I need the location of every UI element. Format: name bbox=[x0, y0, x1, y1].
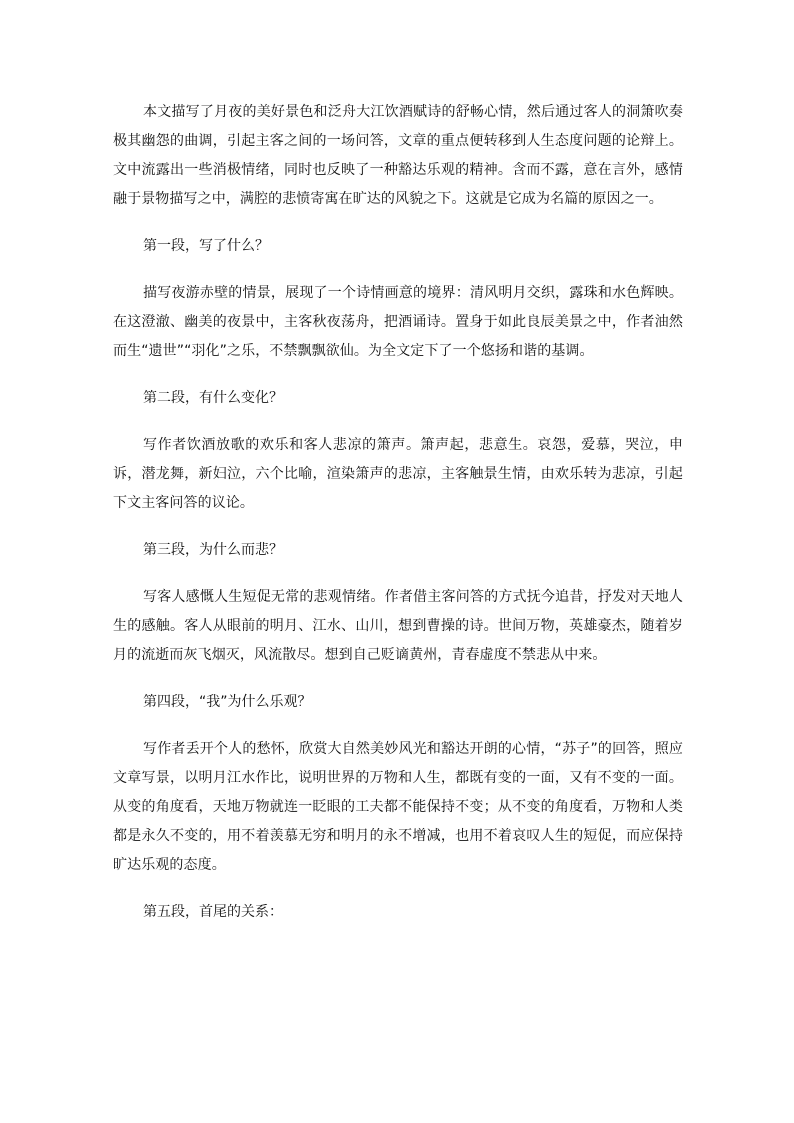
paragraph-section-4: 写作者丢开个人的愁怀，欣赏大自然美妙风光和豁达开朗的心情，“苏子”的回答，照应文章写景，以明月江水作比，说明世界的万物和人生，都既有变的一面，又有不变的一面。从变的角度看，天地万物就连一眨眼的工夫都不能保持不变；从不变的角度看，万物和人类都是永久不变的，用不着羡慕无穷和明月的永不增减，也用不着哀叹人生的短促，而应保持旷达乐观的态度。 bbox=[113, 741, 683, 873]
heading-section-1: 第一段，写了什么？ bbox=[143, 238, 269, 254]
heading-section-4: 第四段，“我”为什么乐观？ bbox=[143, 694, 312, 710]
paragraph-section-1: 描写夜游赤壁的情景，展现了一个诗情画意的境界：清风明月交织，露珠和水色辉映。在这澄澈、幽美的夜景中，主客秋夜荡舟，把酒诵诗。置身于如此良辰美景之中，作者油然而生“遗世”“羽化”之乐，不禁飘飘欲仙。为全文定下了一个悠扬和谐的基调。 bbox=[113, 285, 683, 359]
document-body bbox=[113, 98, 683, 945]
paragraph-section-3: 写客人感慨人生短促无常的悲观情绪。作者借主客问答的方式抚今追昔，抒发对天地人生的感触。客人从眼前的明月、江水、山川，想到曹操的诗。世间万物，英雄豪杰，随着岁月的流逝而灰飞烟灭，风流散尽。想到自己贬谪黄州，青春虚度不禁悲从中来。 bbox=[113, 589, 683, 663]
paragraph-intro: 本文描写了月夜的美好景色和泛舟大江饮酒赋诗的舒畅心情，然后通过客人的洞箫吹奏极其幽怨的曲调，引起主客之间的一场问答，文章的重点便转移到人生态度问题的论辩上。文中流露出一些消极情绪，同时也反映了一种豁达乐观的精神。含而不露，意在言外，感情融于景物描写之中，满腔的悲愤寄寓在旷达的风貌之下。这就是它成为名篇的原因之一。 bbox=[113, 104, 683, 207]
heading-section-5: 第五段，首尾的关系： bbox=[143, 904, 283, 920]
paragraph-section-2: 写作者饮酒放歌的欢乐和客人悲凉的箫声。箫声起，悲意生。哀怨，爱慕，哭泣，申诉，潜龙舞，新妇泣，六个比喻，渲染箫声的悲凉，主客触景生情，由欢乐转为悲凉，引起下文主客问答的议论。 bbox=[113, 437, 683, 511]
heading-section-3: 第三段，为什么而悲？ bbox=[143, 542, 283, 558]
heading-section-2: 第二段，有什么变化？ bbox=[143, 390, 283, 406]
